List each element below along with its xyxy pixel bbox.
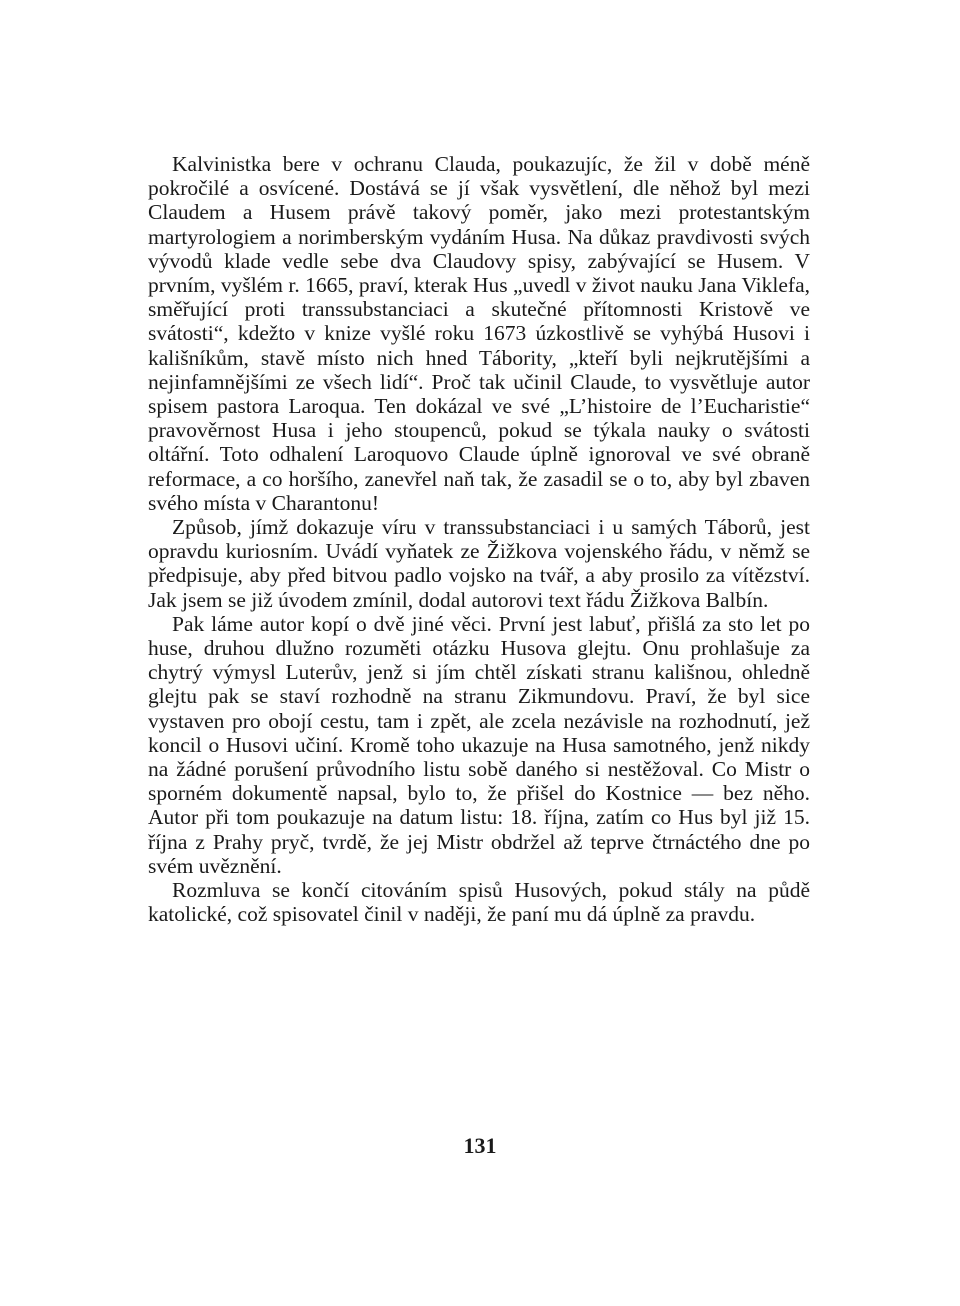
paragraph-3: Pak láme autor kopí o dvě jiné věci. První jest labuť, přišlá za sto let po huse, druhou dlužno rozuměti otázku Husova glejtu. Onu prohlašuje za chytrý výmysl Luterův, jenž si jím chtěl získati stranu kališnou, ohledně glejtu pak se staví rozhodně na stranu Zikmundovu. Praví, že byl sice vystaven pro obojí cestu, tam i zpět, ale zcela nezávisle na rozhodnutí, jež koncil o Husovi učiní. Kromě toho ukazuje na Husa samotného, jenž nikdy na žádné porušení průvodního listu sobě daného si nestěžoval. Co Mistr o sporném dokumentě napsal, bylo to, že přišel do Kostnice — bez něho. Autor při tom poukazuje na datum listu: 18. října, zatím co Hus byl již 15. října z Prahy pryč, tvrdě, že jej Mistr obdržel až teprve čtrnáctého dne po svém uvěznění. xyxy=(148,611,810,878)
page-number: 131 xyxy=(463,1133,497,1158)
paragraph-4: Rozmluva se končí citováním spisů Husových, pokud stály na půdě katolické, což spisovatel činil v naději, že paní mu dá úplně za pravdu. xyxy=(148,878,810,927)
paragraph-1: Kalvinistka bere v ochranu Clauda, poukazujíc, že žil v době méně pokročilé a osvícené. Dostává se jí však vysvětlení, dle něhož byl mezi Claudem a Husem právě takový poměr, jako mezi protestantským martyrologiem a norimberským vydáním Husa. Na důkaz pravdivosti svých vývodů klade vedle sebe dva Claudovy spisy, zabývající se Husem. V prvním, vyšlém r. 1665, praví, kterak Hus „uvedl v život nauku Jana Viklefa, směřující proti transsubstanciaci a skutečné přítomnosti Kristově ve svátosti“, kdežto v knize vyšlé roku 1673 úzkostlivě se vyhýbá Husovi i kališníkům, stavě místo nich hned Tábority, „kteří byli nejkrutějšími a nejinfamnějšími ze všech lidí“. Proč tak učinil Claude, to vysvětluje autor spisem pastora Laroqua. Ten dokázal ve své „L’histoire de l’Eucharistie“ pravověrnost Husa i jeho stoupenců, pokud se týkala nauky o svátosti oltářní. Toto odhalení Laroquovo Claude úplně ignoroval ve své obraně reformace, a co horšího, zanevřel naň tak, že zasadil se o to, aby byl zbaven svého místa v Charantonu! xyxy=(148,152,810,515)
paragraph-2: Způsob, jímž dokazuje víru v transsubstanciaci i u samých Táborů, jest opravdu kuriosním. Uvádí vyňatek ze Žižkova vojenského řádu, v němž se předpisuje, aby před bitvou padlo vojsko na tvář, a aby prosilo za vítězství. Jak jsem se již úvodem zmínil, dodal autorovi text řádu Žižkova Balbín. xyxy=(148,515,810,612)
body-text xyxy=(148,152,810,927)
